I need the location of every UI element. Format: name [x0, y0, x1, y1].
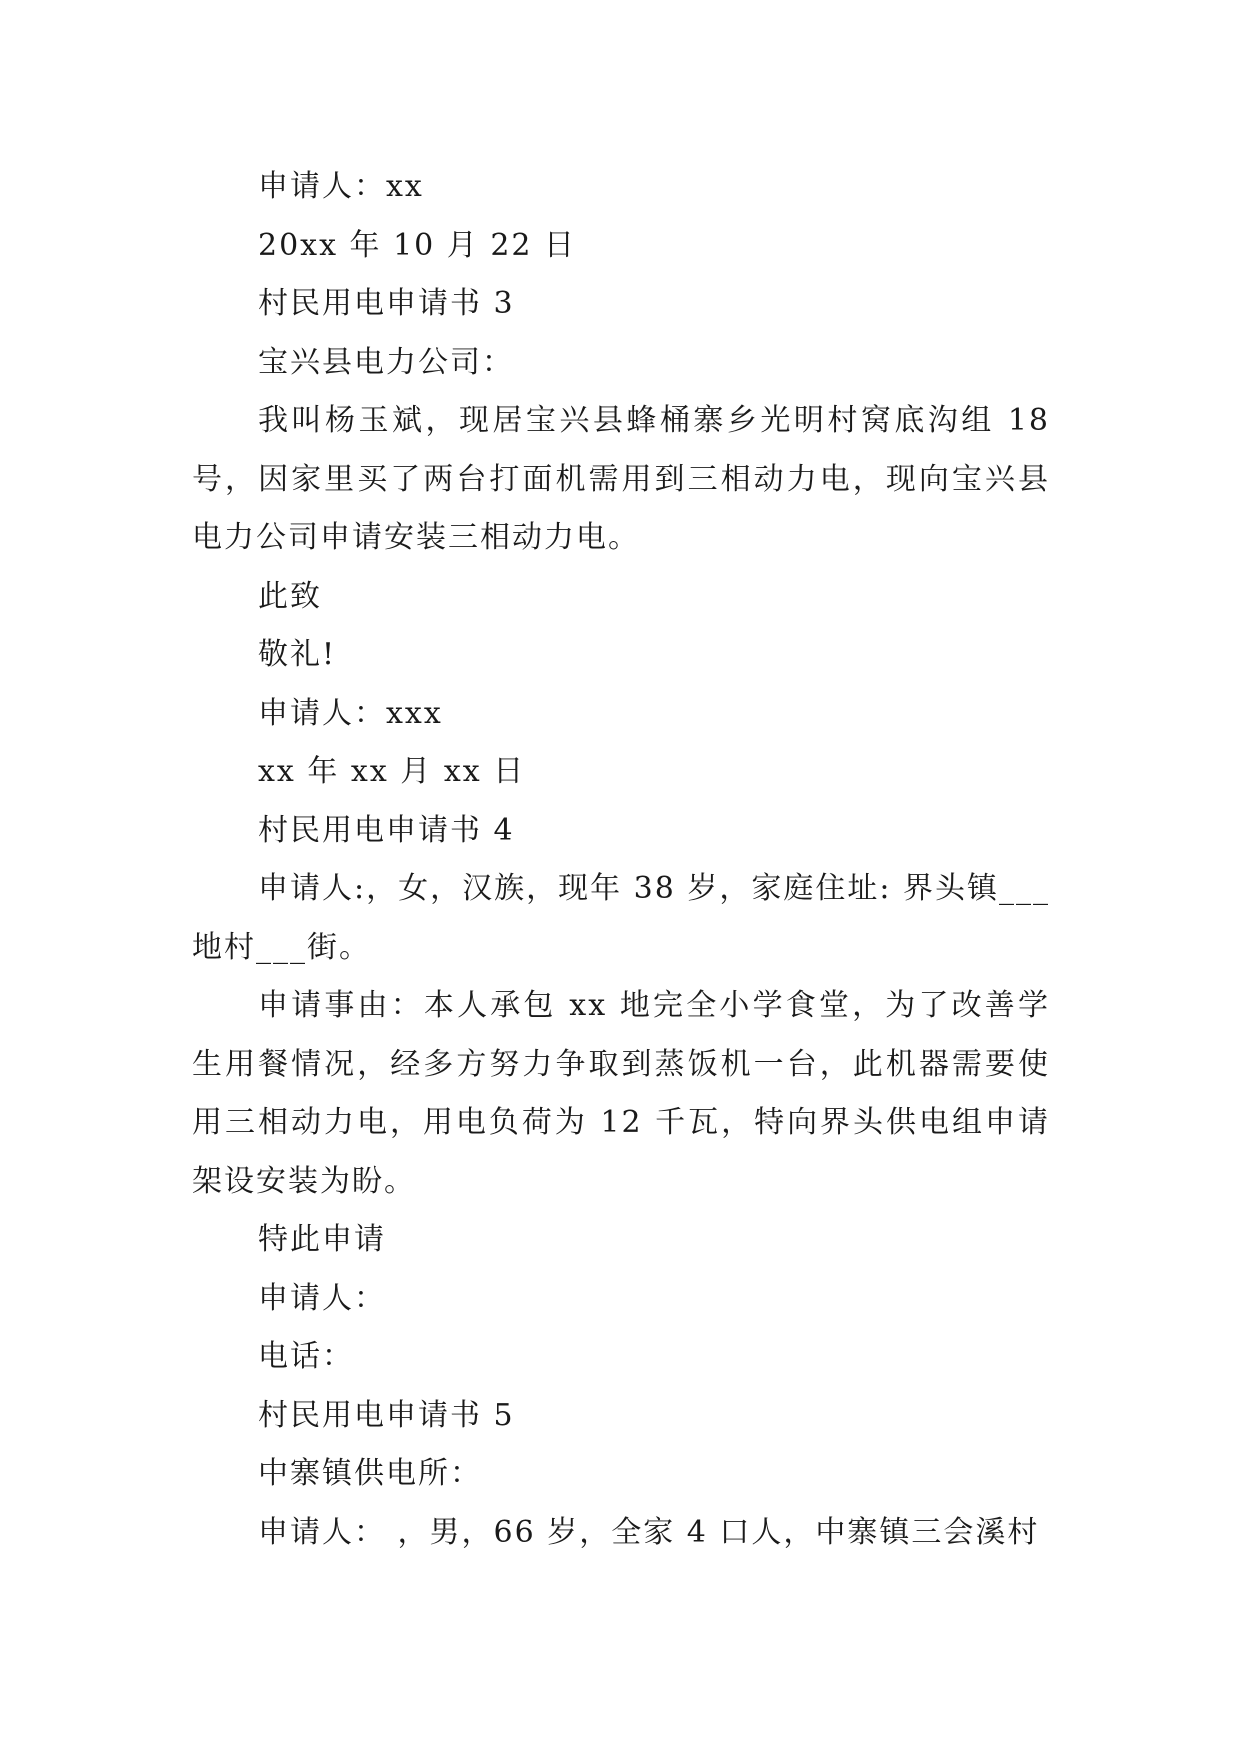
date-line: 20xx 年 10 月 22 日 — [258, 227, 577, 263]
body-paragraph: 我叫杨玉斌，现居宝兴县蜂桶寨乡光明村窝底沟组 18 号，因家里买了两台打面机需用到三相动力电，现向宝兴县电力公司申请安装三相动力电。 — [192, 403, 1050, 555]
section-title: 村民用电申请书 4 — [258, 812, 515, 848]
section-title: 村民用电申请书 3 — [258, 286, 515, 321]
closing-line: 此致 — [258, 578, 322, 614]
closing-line: 特此申请 — [258, 1222, 386, 1257]
applicant-line: 申请人：xxx — [258, 695, 443, 731]
body-paragraph: 申请事由：本人承包 xx 地完全小学食堂，为了改善学生用餐情况，经多方努力争取到蒸饭机一台，此机器需要使用三相动力电，用电负荷为 12 千瓦，特向界头供电组申请架设安装为盼。 — [192, 988, 1050, 1199]
section-title: 村民用电申请书 5 — [258, 1397, 515, 1433]
applicant-line: 申请人： — [258, 1280, 386, 1316]
document-body — [192, 158, 1050, 1562]
addressee-line: 宝兴县电力公司： — [258, 344, 514, 380]
addressee-line: 中寨镇供电所： — [258, 1456, 482, 1491]
date-line: xx 年 xx 月 xx 日 — [258, 754, 526, 789]
phone-line: 电话： — [258, 1339, 354, 1374]
body-paragraph: 申请人： ，男，66 岁，全家 4 口人，中寨镇三会溪村 — [258, 1514, 1040, 1550]
salutation-line: 敬礼! — [258, 637, 337, 672]
body-paragraph: 申请人:，女，汉族，现年 38 岁，家庭住址: 界头镇___地村___街。 — [192, 871, 1050, 965]
applicant-line: 申请人：xx — [258, 169, 424, 204]
